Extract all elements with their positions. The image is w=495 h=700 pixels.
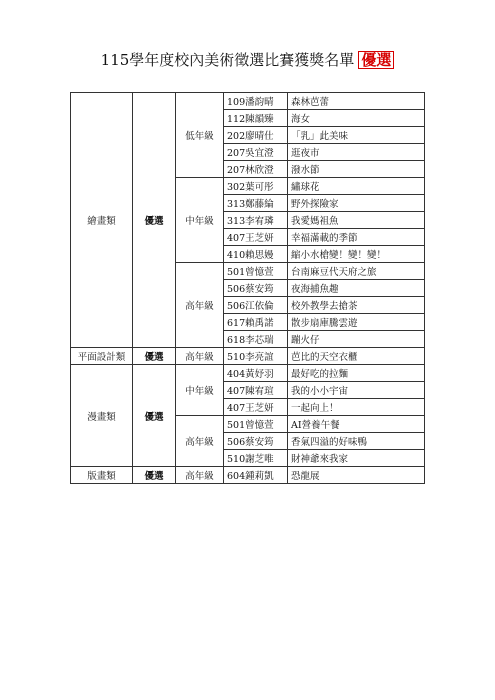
work-title-cell: 財神爺來我家: [288, 450, 425, 467]
award-cell: 優選: [133, 348, 176, 365]
student-cell: 407陳宥瑄: [224, 382, 288, 399]
student-cell: 410賴思嫚: [224, 246, 288, 263]
table-row: [71, 365, 425, 382]
work-title-cell: 最好吃的拉麵: [288, 365, 425, 382]
grade-cell: 中年級: [176, 365, 224, 416]
student-cell: 618李芯瑞: [224, 331, 288, 348]
student-cell: 604鍾莉凱: [224, 467, 288, 484]
award-badge: 優選: [358, 51, 394, 69]
student-cell: 404黃妤羽: [224, 365, 288, 382]
student-cell: 510李亮誼: [224, 348, 288, 365]
student-cell: 407王芝妍: [224, 399, 288, 416]
work-title-cell: 一起向上！: [288, 399, 425, 416]
work-title-cell: 野外探險家: [288, 195, 425, 212]
work-title-cell: 夜海捕魚趣: [288, 280, 425, 297]
student-cell: 501曾憶萱: [224, 263, 288, 280]
category-cell: 平面設計類: [71, 348, 133, 365]
table-row: [71, 348, 425, 365]
awards-table-body: [71, 93, 425, 484]
work-title-cell: 台南麻豆代天府之旅: [288, 263, 425, 280]
work-title-cell: 繡球花: [288, 178, 425, 195]
student-cell: 617賴禹諾: [224, 314, 288, 331]
work-title-cell: 芭比的天空衣櫃: [288, 348, 425, 365]
award-cell: 優選: [133, 467, 176, 484]
work-title-cell: 縮小水槍變！變！變！: [288, 246, 425, 263]
work-title-cell: 蹦火仔: [288, 331, 425, 348]
student-cell: 407王芝妍: [224, 229, 288, 246]
student-cell: 109潘韵晴: [224, 93, 288, 110]
work-title-cell: 散步扇庫騰雲遊: [288, 314, 425, 331]
student-cell: 501曾憶萱: [224, 416, 288, 433]
work-title-cell: 海女: [288, 110, 425, 127]
student-cell: 202廖晴仕: [224, 127, 288, 144]
table-row: [71, 467, 425, 484]
category-cell: 漫畫類: [71, 365, 133, 467]
work-title-cell: 潑水節: [288, 161, 425, 178]
award-cell: 優選: [133, 93, 176, 348]
work-title-cell: AI營養午餐: [288, 416, 425, 433]
work-title-cell: 森林芭蕾: [288, 93, 425, 110]
work-title-cell: 校外教學去搶茶: [288, 297, 425, 314]
grade-cell: 中年級: [176, 178, 224, 263]
student-cell: 313鄭藤綸: [224, 195, 288, 212]
work-title-cell: 香氣四溢的好味鴨: [288, 433, 425, 450]
student-cell: 302葉可彤: [224, 178, 288, 195]
grade-cell: 高年級: [176, 416, 224, 467]
work-title-cell: 幸福滿載的季節: [288, 229, 425, 246]
grade-cell: 高年級: [176, 348, 224, 365]
document-title: [0, 50, 495, 70]
student-cell: 506江依倫: [224, 297, 288, 314]
work-title-cell: 「乳」此美味: [288, 127, 425, 144]
awards-table: [70, 92, 425, 484]
category-cell: 版畫類: [71, 467, 133, 484]
student-cell: 510謝芝唯: [224, 450, 288, 467]
category-cell: 繪畫類: [71, 93, 133, 348]
work-title-cell: 我的小小宇宙: [288, 382, 425, 399]
work-title-cell: 逛夜市: [288, 144, 425, 161]
title-text: 115學年度校內美術徵選比賽獲獎名單: [100, 51, 355, 69]
student-cell: 207吳宜澄: [224, 144, 288, 161]
student-cell: 112陳韻臻: [224, 110, 288, 127]
work-title-cell: 我愛媽祖魚: [288, 212, 425, 229]
table-row: [71, 93, 425, 110]
student-cell: 207林欣澄: [224, 161, 288, 178]
student-cell: 313李宥璘: [224, 212, 288, 229]
grade-cell: 高年級: [176, 263, 224, 348]
work-title-cell: 恐龍展: [288, 467, 425, 484]
grade-cell: 高年級: [176, 467, 224, 484]
student-cell: 506蔡安筠: [224, 433, 288, 450]
grade-cell: 低年級: [176, 93, 224, 178]
award-cell: 優選: [133, 365, 176, 467]
student-cell: 506蔡安筠: [224, 280, 288, 297]
